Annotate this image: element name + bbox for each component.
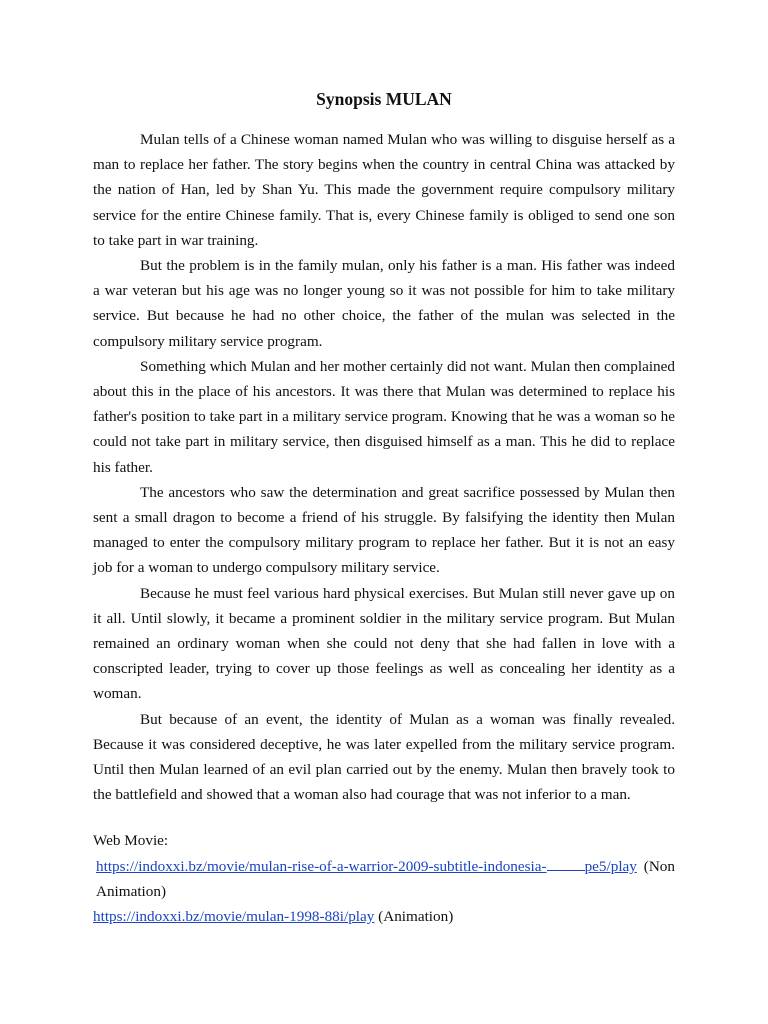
- movie-link-non-animation[interactable]: [96, 858, 637, 875]
- section-spacer: [93, 807, 675, 828]
- paragraph-3: Something which Mulan and her mother certainly did not want. Mulan then complained about this in the place of his ancestors. It was there that Mulan was determined to replace his father's position to take part in a military service program. Knowing that he was a woman so he could not take part in military service, then disguised himself as a man. This he did to replace his father.: [93, 357, 675, 476]
- paragraph-5: Because he must feel various hard physical exercises. But Mulan still never gave up on it all. Until slowly, it became a prominent soldier in the military service program. But Mulan remained an ordinary woman when she could not deny that she had fallen in love with a conscripted leader, trying to cover up those feelings as well as concealing her identity as a woman.: [93, 584, 675, 703]
- link-line-animation: [93, 904, 675, 929]
- paragraph-6: But because of an event, the identity of Mulan as a woman was finally revealed. Because it was considered deceptive, he was later expelled from the military service program. Until then Mulan learned of an evil plan carried out by the enemy. Mulan then bravely took to the battlefield and showed that a woman also had courage that was not inferior to a man.: [93, 710, 675, 804]
- document-page: [93, 86, 675, 929]
- movie-link-non-animation-part1: https://indoxxi.bz/movie/mulan-rise-of-a-warrior-2009-subtitle-indonesia-: [96, 857, 547, 875]
- movie-link-animation[interactable]: https://indoxxi.bz/movie/mulan-1998-88i/play: [93, 908, 375, 926]
- link-note-animation: (Animation): [378, 908, 454, 926]
- paragraph-2: But the problem is in the family mulan, only his father is a man. His father was indeed a war veteran but his age was no longer young so it was not possible for him to take military service. But because he had no other choice, the father of the mulan was selected in the compulsory military service program.: [93, 257, 675, 350]
- movie-link-non-animation-part2: pe5/play: [584, 857, 637, 875]
- link-line-non-animation: [93, 854, 675, 904]
- link-gap: [547, 869, 585, 871]
- document-title: Synopsis MULAN: [316, 89, 452, 109]
- web-movie-label: Web Movie:: [93, 832, 169, 850]
- paragraph-1: Mulan tells of a Chinese woman named Mulan who was willing to disguise herself as a man to replace her father. The story begins when the country in central China was attacked by the nation of Han, led by Shan Yu. This made the government require compulsory military service for the entire Chinese family. That is, every Chinese family is obliged to send one son to take part in war training.: [93, 131, 675, 249]
- link-note-non-animation: (Non Animation): [96, 857, 675, 900]
- paragraph-4: The ancestors who saw the determination and great sacrifice possessed by Mulan then sent a small dragon to become a friend of his struggle. By falsifying the identity then Mulan managed to enter the compulsory military program to replace her father. But it is not an easy job for a woman to undergo compulsory military service.: [93, 483, 675, 577]
